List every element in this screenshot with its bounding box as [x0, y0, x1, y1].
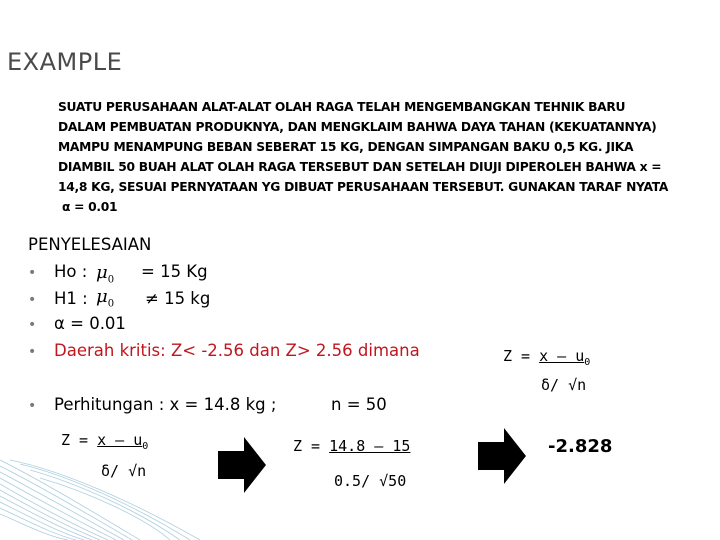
formula-mid-denominator: 0.5/ √50 — [334, 472, 407, 490]
mu-letter: μ — [96, 286, 108, 307]
problem-line: MAMPU MENAMPUNG BEBAN SEBERAT 15 KG, DENGAN SIMPANGAN BAKU 0,5 KG. JIKA — [58, 140, 634, 154]
decorative-waves-icon — [0, 400, 210, 540]
formula-lhs: Z = — [61, 431, 98, 449]
formula-sub: 0 — [584, 357, 591, 368]
formula-right-denominator: δ/ √n — [541, 376, 587, 394]
formula-left-denominator: δ/ √n — [101, 462, 147, 480]
mu-letter: μ — [96, 262, 108, 283]
bullet-dot: • — [28, 344, 37, 360]
bullet-critical-region — [28, 341, 420, 360]
formula-lhs: Z = — [293, 437, 330, 455]
problem-line: 14,8 KG, SESUAI PERNYATAAN YG DIBUAT PERUSAHAAN TERSEBUT. GUNAKAN TARAF NYATA — [58, 180, 669, 194]
critical-region-text: Daerah kritis: Z< -2.56 dan Z> 2.56 dimana — [54, 341, 420, 360]
problem-line: DIAMBIL 50 BUAH ALAT OLAH RAGA TERSEBUT DAN SETELAH DIUJI DIPEROLEH BAHWA x = — [58, 160, 662, 174]
formula-num: 14.8 – 15 — [329, 437, 411, 455]
bullet-ho — [28, 262, 87, 281]
h1-value: ≠ 15 kg — [145, 289, 211, 308]
mu-subscript: 0 — [107, 274, 115, 286]
page-title: EXAMPLE — [7, 48, 123, 76]
mu-zero-symbol — [96, 286, 114, 310]
bullet-dot: • — [28, 317, 37, 333]
bullet-alpha — [28, 314, 126, 333]
solution-heading: PENYELESAIAN — [28, 235, 152, 254]
formula-num: x – u — [97, 431, 143, 449]
sample-size: n = 50 — [331, 395, 387, 414]
h1-label: H1 : — [54, 289, 88, 308]
ho-value: = 15 Kg — [141, 262, 208, 281]
mu-subscript: 0 — [107, 298, 115, 310]
formula-sub: 0 — [142, 441, 149, 452]
right-arrow-icon — [218, 437, 266, 493]
formula-mid-numerator — [293, 437, 410, 455]
formula-lhs: Z = — [503, 347, 540, 365]
result-value: -2.828 — [548, 436, 613, 457]
bullet-h1 — [28, 289, 88, 308]
calculation-text: Perhitungan : x = 14.8 kg ; — [54, 395, 277, 414]
problem-line: SUATU PERUSAHAAN ALAT-ALAT OLAH RAGA TELAH MENGEMBANGKAN TEHNIK BARU — [58, 100, 626, 114]
right-arrow-icon — [478, 428, 526, 484]
problem-line: DALAM PEMBUATAN PRODUKNYA, DAN MENGKLAIM BAHWA DAYA TAHAN (KEKUATANNYA) — [58, 120, 657, 134]
bullet-dot: • — [28, 265, 37, 281]
formula-right-numerator — [503, 347, 590, 368]
bullet-dot: • — [28, 398, 37, 414]
problem-line: α = 0.01 — [62, 200, 118, 214]
formula-num: x – u — [539, 347, 585, 365]
alpha-value: α = 0.01 — [54, 314, 126, 333]
bullet-dot: • — [28, 292, 37, 308]
ho-label: Ho : — [54, 262, 88, 281]
problem-statement — [58, 97, 698, 217]
mu-zero-symbol — [96, 262, 114, 286]
